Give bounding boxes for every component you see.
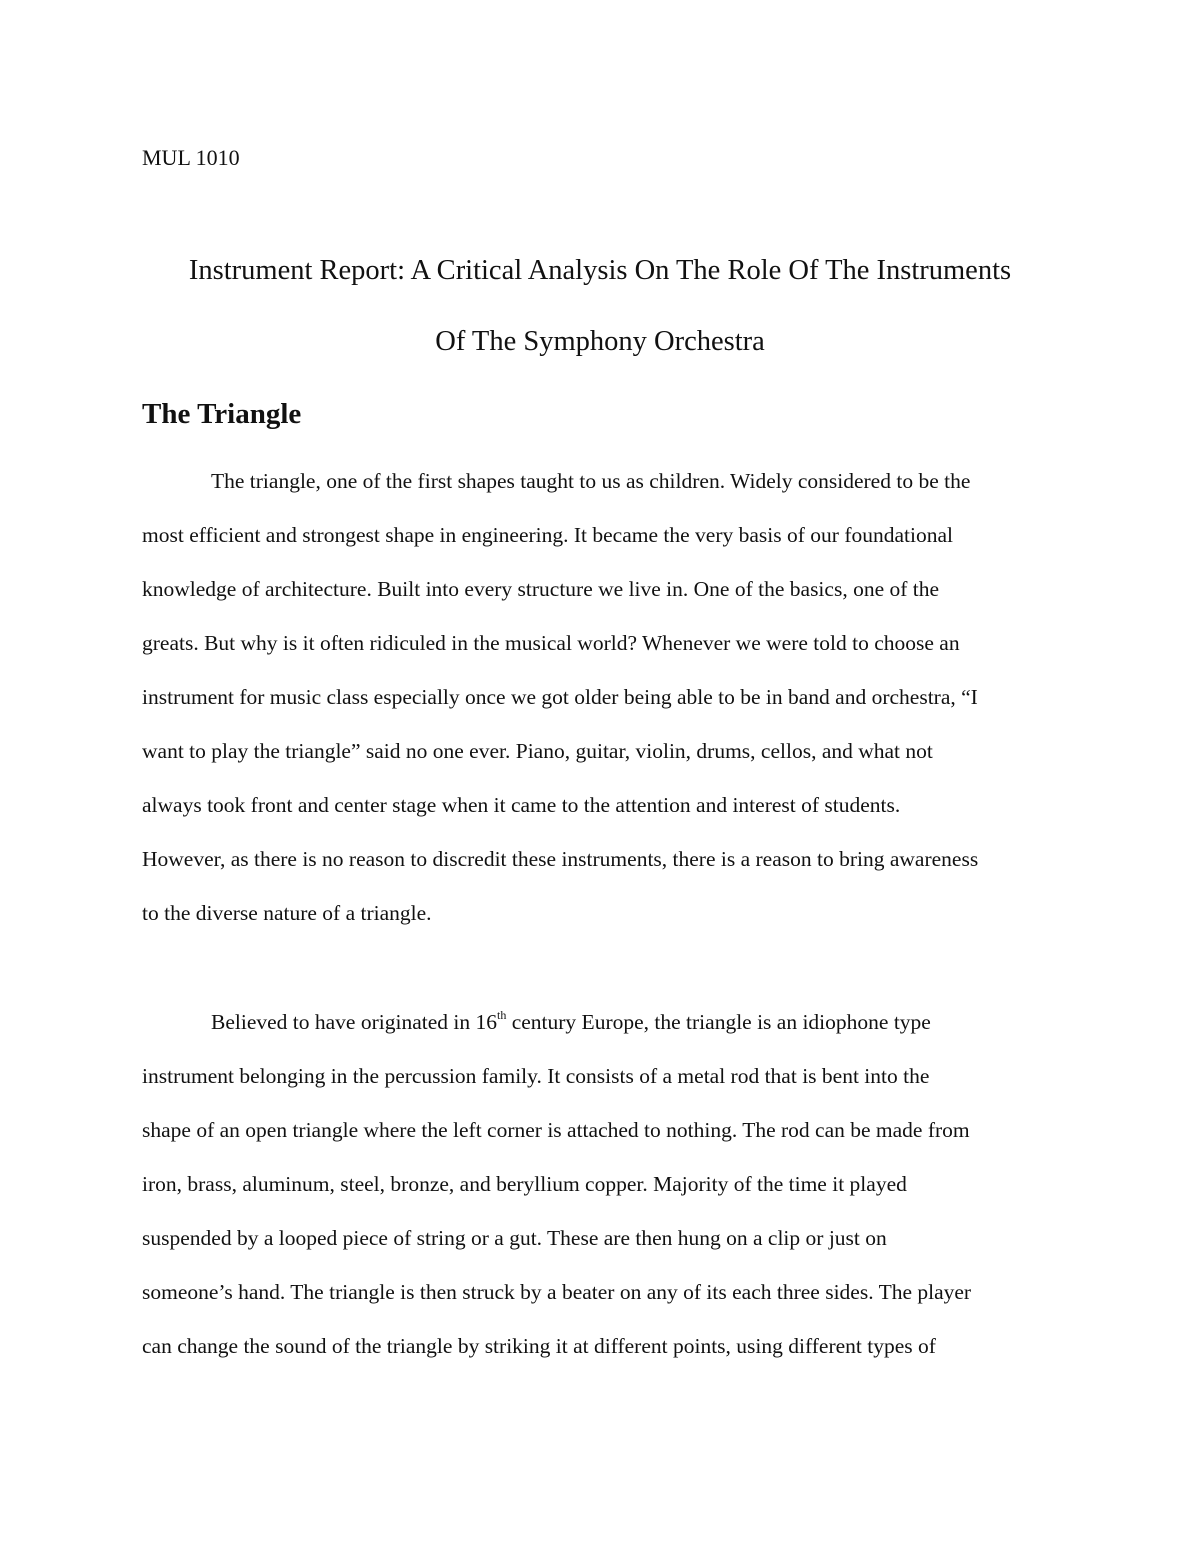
- paragraph-1-line: greats. But why is it often ridiculed in the musical world? Whenever we were told to choose an: [142, 631, 960, 655]
- paragraph-1-line: knowledge of architecture. Built into every structure we live in. One of the basics, one of the: [142, 577, 940, 601]
- paragraph-2-first-line: [211, 1007, 931, 1037]
- paragraph-2-line: suspended by a looped piece of string or a gut. These are then hung on a clip or just on: [142, 1226, 887, 1250]
- paragraph-2-text: Believed to have originated in 16: [211, 1010, 497, 1034]
- paragraph-2-line: iron, brass, aluminum, steel, bronze, and beryllium copper. Majority of the time it played: [142, 1172, 907, 1196]
- ordinal-suffix: th: [497, 1007, 507, 1022]
- paragraph-1-line: instrument for music class especially once we got older being able to be in band and orchestra, “I: [142, 685, 978, 709]
- title-line-1: Instrument Report: A Critical Analysis On The Role Of The Instruments: [188, 255, 1012, 286]
- course-code: MUL 1010: [142, 145, 240, 170]
- paragraph-2-line: can change the sound of the triangle by striking it at different points, using different types of: [142, 1334, 936, 1358]
- paragraph-1-line: to the diverse nature of a triangle.: [142, 901, 432, 925]
- paragraph-1-line: The triangle, one of the first shapes taught to us as children. Widely considered to be the: [211, 469, 971, 493]
- paragraph-2-line: shape of an open triangle where the left corner is attached to nothing. The rod can be made from: [142, 1118, 970, 1142]
- paragraph-2-text: century Europe, the triangle is an idiophone type: [506, 1010, 931, 1034]
- paragraph-1-line: However, as there is no reason to discredit these instruments, there is a reason to bring awareness: [142, 847, 979, 871]
- paragraph-1-line: want to play the triangle” said no one ever. Piano, guitar, violin, drums, cellos, and what not: [142, 739, 933, 763]
- paragraph-1-line: always took front and center stage when it came to the attention and interest of students.: [142, 793, 901, 817]
- paragraph-1-line: most efficient and strongest shape in engineering. It became the very basis of our foundational: [142, 523, 953, 547]
- title-line-2: Of The Symphony Orchestra: [435, 326, 765, 357]
- paragraph-2-line: someone’s hand. The triangle is then struck by a beater on any of its each three sides. The player: [142, 1280, 972, 1304]
- section-heading: The Triangle: [142, 398, 302, 430]
- paragraph-2-line: instrument belonging in the percussion family. It consists of a metal rod that is bent into the: [142, 1064, 930, 1088]
